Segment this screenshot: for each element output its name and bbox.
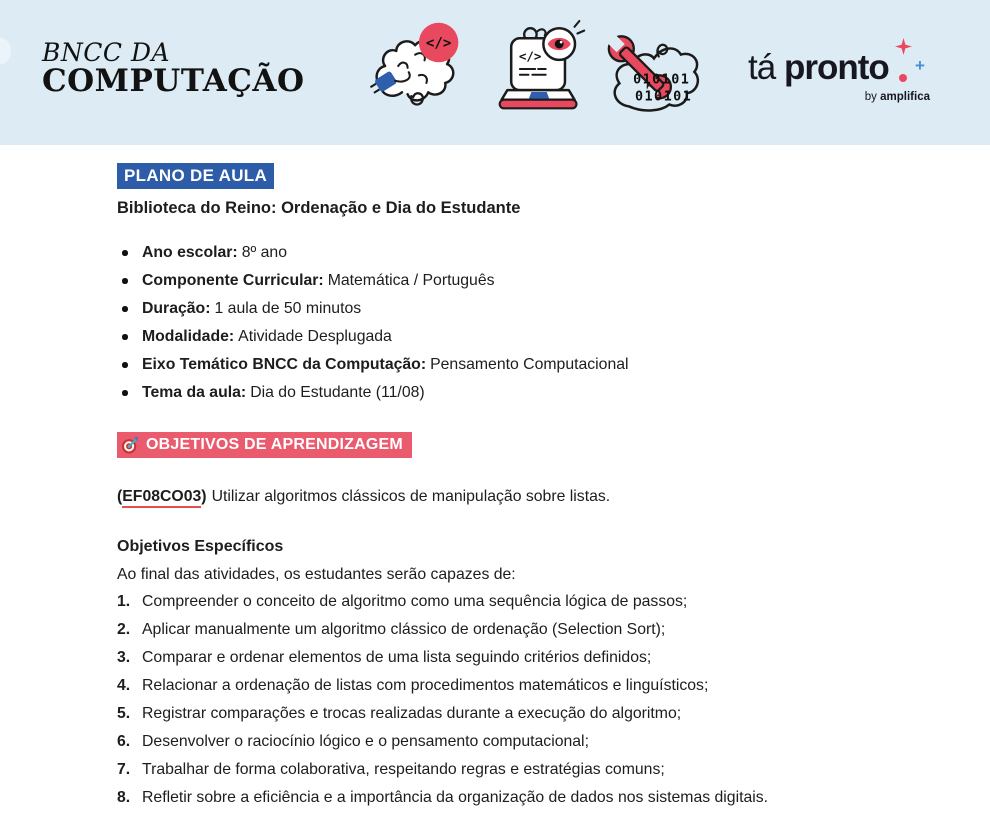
specific-objectives-heading: Objetivos Específicos <box>117 538 284 555</box>
brand-byline <box>748 91 938 103</box>
item-text: Trabalhar de forma colaborativa, respeitando regras e estratégias comuns; <box>142 761 665 778</box>
logo-line1: BNCC DA <box>42 38 171 67</box>
list-item <box>117 704 910 723</box>
list-item <box>117 299 910 318</box>
laptop-code-search-icon <box>492 18 588 125</box>
binary-glyph-line2: 010101 <box>635 89 693 105</box>
detail-value: 1 aula de 50 minutos <box>214 300 362 317</box>
item-number: 8. <box>117 789 131 806</box>
skill-code-open: ( <box>117 488 123 505</box>
brand-word-light: tá <box>748 48 776 87</box>
edge-decoration <box>0 38 11 64</box>
header-banner <box>0 0 990 145</box>
list-item <box>117 243 910 262</box>
binary-glyph-line1: 010101 <box>633 72 691 88</box>
logo-line2: COMPUTAÇÃO <box>42 63 305 99</box>
target-dart-icon <box>121 436 139 454</box>
lesson-plan-content <box>0 145 990 816</box>
byline-by: by <box>864 91 877 103</box>
list-item <box>117 271 910 290</box>
detail-label: Tema da aula: <box>142 384 247 401</box>
code-glyph: </> <box>518 48 542 64</box>
ta-pronto-wordmark <box>748 48 938 88</box>
specific-objectives-list <box>117 592 910 807</box>
detail-value: Pensamento Computacional <box>430 356 629 373</box>
list-item <box>117 648 910 667</box>
brand-dot <box>899 74 907 82</box>
bncc-logo <box>42 40 305 97</box>
list-item <box>117 327 910 346</box>
list-item <box>117 383 910 402</box>
skill-code-close: ) <box>201 488 207 505</box>
item-text: Desenvolver o raciocínio lógico e o pensamento computacional; <box>142 733 589 750</box>
list-item <box>117 355 910 374</box>
objectives-lead-text: Ao final das atividades, os estudantes serão capazes de: <box>117 566 516 583</box>
detail-label: Eixo Temático BNCC da Computação: <box>142 356 427 373</box>
lesson-details-list <box>117 243 910 402</box>
item-text: Compreender o conceito de algoritmo como uma sequência lógica de passos; <box>142 593 688 610</box>
item-text: Registrar comparações e trocas realizadas durante a execução do algoritmo; <box>142 705 682 722</box>
list-item <box>117 676 910 695</box>
list-item <box>117 788 910 807</box>
detail-value: Atividade Desplugada <box>238 328 392 345</box>
item-text: Aplicar manualmente um algoritmo clássico de ordenação (Selection Sort); <box>142 621 666 638</box>
plus-sparkle-icon: + <box>915 56 924 75</box>
item-number: 4. <box>117 677 131 694</box>
item-number: 1. <box>117 593 131 610</box>
item-text: Refletir sobre a eficiência e a importância da organização de dados nos sistemas digitais. <box>142 789 769 806</box>
code-glyph: </> <box>425 35 452 52</box>
bncc-skill-line <box>117 487 910 506</box>
detail-label: Duração: <box>142 300 211 317</box>
section-tag-plano-de-aula: PLANO DE AULA <box>117 163 274 189</box>
item-number: 3. <box>117 649 131 666</box>
skill-code: EF08CO03 <box>122 488 201 508</box>
sparkle-icon <box>895 38 912 55</box>
detail-label: Componente Curricular: <box>142 272 324 289</box>
objectives-heading: OBJETIVOS DE APRENDIZAGEM <box>146 436 403 453</box>
detail-value: Matemática / Português <box>327 272 495 289</box>
brand-word-bold: pronto <box>783 48 889 87</box>
list-item <box>117 760 910 779</box>
item-text: Relacionar a ordenação de listas com procedimentos matemáticos e linguísticos; <box>142 677 709 694</box>
list-item <box>117 592 910 611</box>
brain-plug-icon <box>370 16 464 121</box>
ta-pronto-logo <box>748 48 938 103</box>
detail-label: Modalidade: <box>142 328 235 345</box>
detail-value: 8º ano <box>241 244 287 261</box>
lesson-title: Biblioteca do Reino: Ordenação e Dia do Estudante <box>117 199 521 217</box>
skill-text: Utilizar algoritmos clássicos de manipulação sobre listas. <box>211 488 611 505</box>
byline-amplifica: amplifica <box>880 91 930 103</box>
item-number: 5. <box>117 705 131 722</box>
item-number: 2. <box>117 621 131 638</box>
section-tag-objetivos <box>117 432 412 458</box>
item-number: 7. <box>117 761 131 778</box>
detail-label: Ano escolar: <box>142 244 238 261</box>
wrench-binary-cloud-icon <box>606 20 702 123</box>
detail-value: Dia do Estudante (11/08) <box>250 384 425 401</box>
item-text: Comparar e ordenar elementos de uma lista seguindo critérios definidos; <box>142 649 652 666</box>
list-item <box>117 620 910 639</box>
item-number: 6. <box>117 733 131 750</box>
list-item <box>117 732 910 751</box>
